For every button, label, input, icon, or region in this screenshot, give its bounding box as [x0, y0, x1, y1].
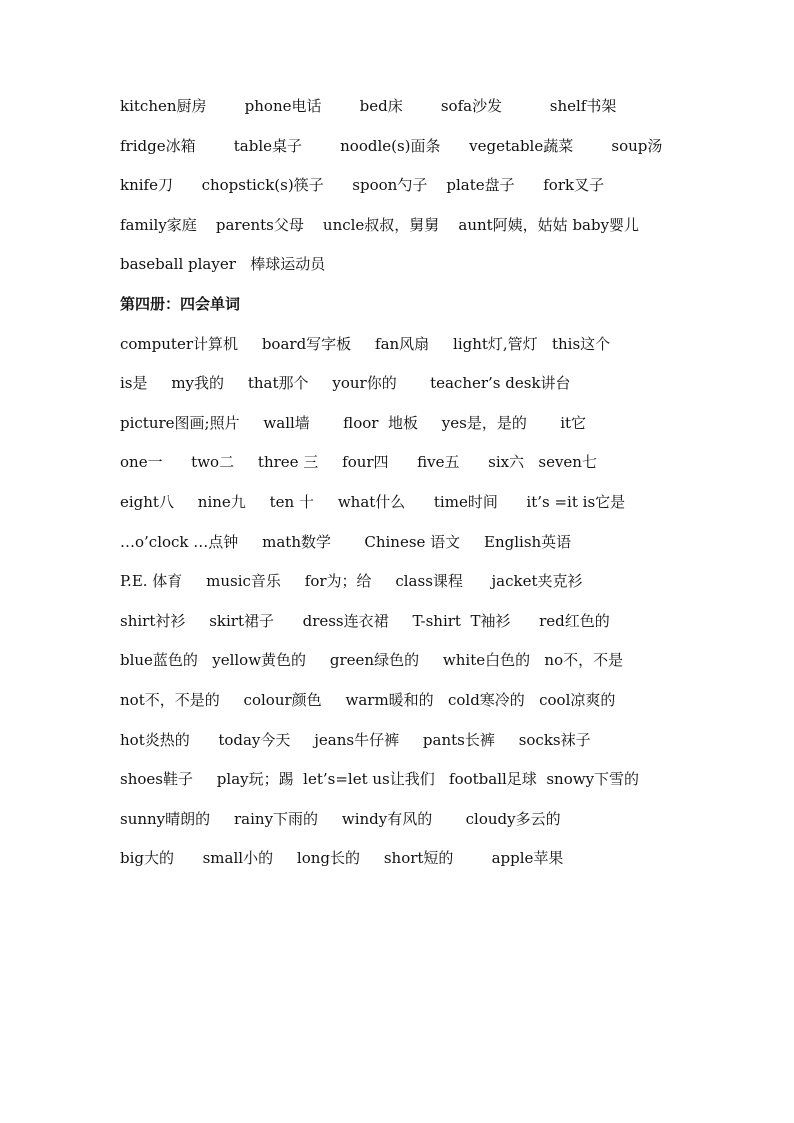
vocab-line: blue蓝色的 yellow黄色的 green绿色的 white白色的 no不，不是	[120, 651, 624, 670]
vocab-line: hot炎热的 today今天 jeans牛仔裤 pants长裤 socks袜子	[120, 730, 591, 749]
section-heading: 第四册：四会单词	[120, 294, 241, 313]
vocab-line: not不，不是的 colour颜色 warm暖和的 cold寒冷的 cool凉爽的	[120, 690, 616, 709]
vocab-line: shirt衬衫 skirt裙子 dress连衣裙 T-shirt T袖衫 red红色的	[120, 611, 610, 630]
vocab-line: kitchen厨房 phone电话 bed床 sofa沙发 shelf书架	[120, 97, 617, 115]
vocab-line: shoes鞋子 play玩；踢 let’s=let us让我们 football足球 snowy下雪的	[120, 770, 640, 789]
document-body	[120, 96, 694, 868]
vocab-line: fridge冰箱 table桌子 noodle(s)面条 vegetable蔬菜 soup汤	[120, 136, 663, 155]
vocab-line: one一 two二 three 三 four四 five五 six六 seven七	[120, 453, 597, 472]
vocab-line: P.E. 体育 music音乐 for为；给 class课程 jacket夹克衫	[120, 572, 583, 591]
vocab-line: picture图画;照片 wall墙 floor 地板 yes是，是的 it它	[120, 413, 587, 432]
vocab-line: sunny晴朗的 rainy下雨的 windy有风的 cloudy多云的	[120, 809, 561, 828]
vocab-line: baseball player 棒球运动员	[120, 255, 326, 274]
vocab-line: knife刀 chopstick(s)筷子 spoon勺子 plate盘子 fork叉子	[120, 176, 605, 195]
vocab-line: is是 my我的 that那个 your你的 teacher’s desk讲台	[120, 374, 571, 393]
vocab-line: family家庭 parents父母 uncle叔叔，舅舅 aunt阿姨，姑姑 baby婴儿	[120, 215, 640, 234]
vocab-line: computer计算机 board写字板 fan风扇 light灯,管灯 this这个	[120, 334, 611, 353]
vocab-line: eight八 nine九 ten 十 what什么 time时间 it’s =it is它是	[120, 492, 626, 511]
vocab-line: big大的 small小的 long长的 short短的 apple苹果	[120, 849, 564, 868]
vocab-line: …o’clock …点钟 math数学 Chinese 语文 English英语	[120, 532, 572, 551]
